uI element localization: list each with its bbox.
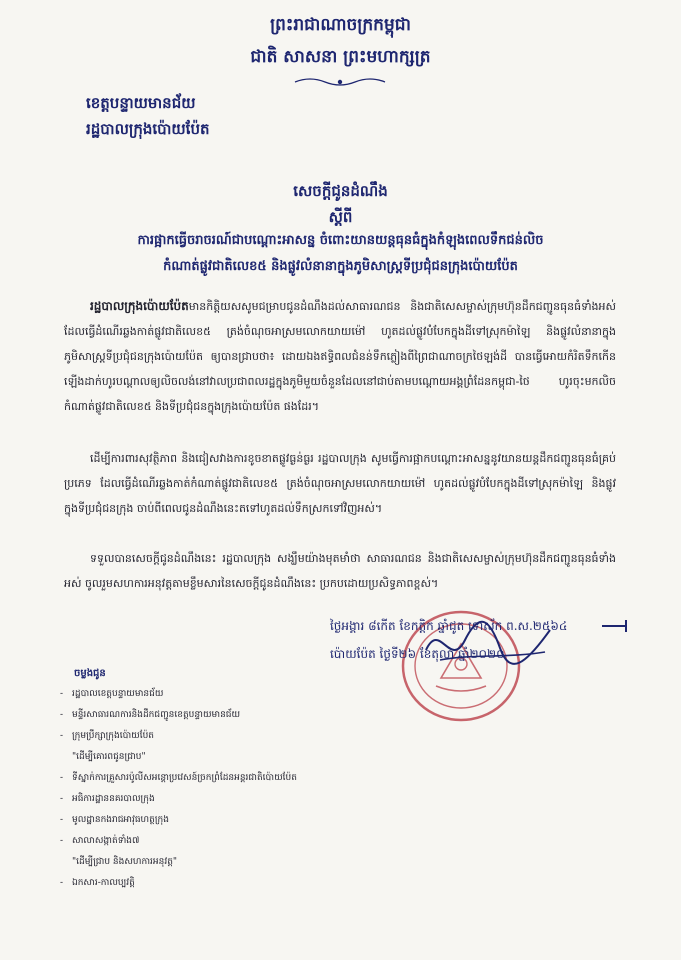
recipients-title: ចម្លងជូន [74,668,106,679]
list-item: - មន្ទីរសាធារណការនិងដឹកជញ្ជូនខេត្តបន្ទាយមានជ័យ [60,710,241,720]
subject-line-1: ការផ្អាកធ្វើចរាចរណ៍ជាបណ្តោះអាសន្ន ចំពោះយានយន្តធុនធំក្នុងកំឡុងពេលទឹកជន់លិច [137,233,544,248]
lunar-date: ថ្ងៃអង្គារ ៨កើត ខែកត្តិក ឆ្នាំជូត ទោស័ក ព.ស.២៥៦៤ [330,619,568,633]
document-type: សេចក្តីជូនដំណឹង [293,182,388,200]
body-paragraph-2: ដើម្បីការពារសុវត្ថិភាព និងជៀសវាងការខូចខាតផ្លូវធ្ងន់ធ្ងរ រដ្ឋបាលក្រុង សូមធ្វើការផ្អាកបណ្តោះអាសន្ននូវយានយន្តដឹកជញ្ជូនធុនធំគ្រប់ប្រភេទ ដែលធ្វើដំណើរឆ្លងកាត់កំណាត់ផ្លូវជាតិលេខ៥ ត្រង់ចំណុចអាស្រមលោកយាយម៉ៅ ហូតដល់ផ្លូវបំបែកក្នុងដីទៅស្រុកម៉ាឡៃ និងផ្លូវក្នុងទីប្រជុំជនក្រុង ចាប់ពីពេលជូនដំណឹងនេះតទៅហូតដល់ទឹកស្រកទៅវិញអស់។ [64,452,616,515]
signature [420,610,560,680]
issuer-administration: រដ្ឋបាលក្រុងប៉ោយប៉ែត [86,120,210,138]
motto-header: ជាតិ សាសនា ព្រះមហាក្សត្រ [250,47,431,67]
list-item: - អធិការដ្ឋាននគរបាលក្រុង [60,794,155,804]
list-item: - មូលដ្ឋានកងរាជអាវុធហត្ថក្រុង [60,815,169,825]
list-item: - ឯកសារ-កាលប្បវត្តិ [60,878,135,888]
list-item: "ដើម្បីគោរពជូនជ្រាប" [72,752,146,762]
pen-mark [600,616,630,636]
paragraph-1-text: មានកិត្តិយសសូមជម្រាបជូនដំណឹងដល់សាធារណជន និងជាតិសេសម្ចាស់ក្រុមហ៊ុនដឹកជញ្ជូនធុនធំទាំងអស់ ដែលធ្វើដំណើរឆ្លងកាត់ផ្លូវជាតិលេខ៥ ត្រង់ចំណុចអាស្រមលោកយាយម៉ៅ ហូតដល់ផ្លូវបំបែកក្នុងដីទៅស្រុកម៉ាឡៃ និងផ្លូវលំនានាក្នុងភូមិសាស្ត្រទីប្រជុំជនក្រុងប៉ោយប៉ែត ឲ្យបានជ្រាបថា៖ ដោយឯងឥទ្ធិពលជំនន់ទឹកភ្លៀងពីព្រៃជាណាចក្រថៃឡង់ដី បានធ្វើអោយកំរិតទឹកកើនឡើងដាក់ហូរបណ្តាលឲ្យលិចលង់នៅវាលប្រជាពលរដ្ឋក្នុងភូមិមួយចំនួនដែលនៅជាប់តាមបណ្តោយអង្គព្រំដែនកម្ពុជា-ថៃ ហូរចុះមកលិចកំណាត់ផ្លូវជាតិលេខ៥ និងទីប្រជុំជនក្នុងក្រុងប៉ោយប៉ែត ផងដែរ។ [64,300,616,413]
list-item: - សាលាសង្កាត់ទាំង៧ [60,836,140,846]
subject-line-2: កំណាត់ផ្លូវជាតិលេខ៥ និងផ្លូវលំនានាក្នុងភូមិសាស្ត្រទីប្រជុំជនក្រុងប៉ោយប៉ែត [163,259,518,274]
body-paragraph-1 [64,294,616,419]
solar-date: ប៉ោយប៉ែត ថ្ងៃទី២៦ ខែតុលា ឆ្នាំ២០២០ [330,647,505,661]
list-item: - ក្រុមប្រឹក្សាក្រុងប៉ោយប៉ែត [60,731,155,741]
list-item: - រដ្ឋបាលខេត្តបន្ទាយមានជ័យ [60,689,164,699]
kingdom-header: ព្រះរាជាណាចក្រកម្ពុជា [270,15,411,35]
ornament-divider [290,76,390,88]
list-item: - ទីស្នាក់ការគ្រួសារប៉ូលីសអន្តោប្រវេសន៍ច្រកព្រំដែនអន្តរជាតិប៉ោយប៉ែត [60,773,297,783]
issuer-province: ខេត្តបន្ទាយមានជ័យ [86,94,196,112]
list-item: "ដើម្បីជ្រាប និងសហការអនុវត្ត" [72,857,178,867]
about-label: ស្តីពី [328,208,353,226]
recipients-list [60,684,297,894]
paragraph-lead: រដ្ឋបាលក្រុងប៉ោយប៉ែត [90,299,189,313]
body-paragraph-3: ទទួលបានសេចក្តីជូនដំណឹងនេះ រដ្ឋបាលក្រុង សង្ឃឹមយ៉ាងមុតមាំថា សាធារណជន និងជាតិសេសម្ចាស់ក្រុមហ៊ុនដឹកជញ្ជូនធុនធំទាំងអស់ ចូលរួមសហការអនុវត្តតាមខ្លឹមសារនៃសេចក្តីជូនដំណឹងនេះ ប្រកបដោយប្រសិទ្ធភាពខ្ពស់។ [64,552,616,590]
